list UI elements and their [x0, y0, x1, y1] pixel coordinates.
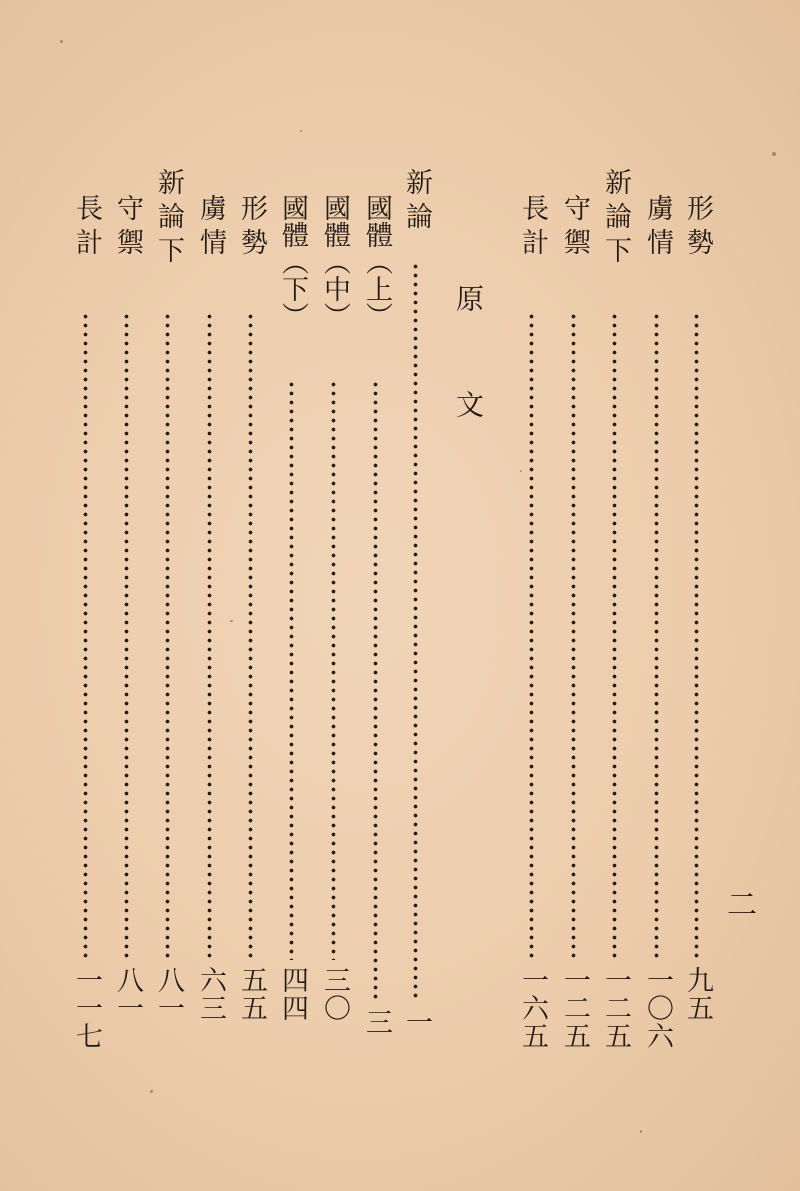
toc-entry-page: 三	[361, 1008, 392, 1036]
toc-entry-title: 長計	[517, 194, 548, 262]
toc-entry-page: 一〇六	[642, 966, 673, 1050]
toc-entry	[637, 0, 677, 1191]
toc-entry-page: 一二五	[559, 966, 590, 1050]
toc-entry	[512, 0, 552, 1191]
toc-entry	[66, 0, 106, 1191]
toc-entry-title: 形勢	[236, 194, 267, 262]
leader-dots	[529, 312, 534, 962]
toc-entry	[190, 0, 230, 1191]
toc-entry-page: 一	[401, 1008, 432, 1036]
toc-entry-page: 八一	[153, 966, 184, 1022]
leader-dots	[124, 312, 129, 962]
leader-dots	[83, 312, 88, 962]
leader-dots	[413, 262, 418, 1002]
toc-entry-page: 一二五	[600, 966, 631, 1050]
toc-entry-title: 守禦	[112, 194, 143, 262]
toc-entry-page: 一六五	[517, 966, 548, 1050]
leader-dots	[207, 312, 212, 962]
toc-entry-title: 新論下	[600, 168, 631, 270]
leader-dots	[694, 312, 699, 962]
toc-entry	[595, 0, 635, 1191]
leader-dots	[165, 312, 170, 962]
toc-entry-page: 五五	[236, 966, 267, 1022]
paper-speck	[60, 40, 63, 43]
toc-entry	[231, 0, 271, 1191]
toc-entry-page: 八一	[112, 966, 143, 1022]
toc-entry	[148, 0, 188, 1191]
toc-entry	[554, 0, 594, 1191]
toc-entry-page: 四四	[277, 966, 308, 1022]
leader-dots	[612, 312, 617, 962]
toc-entry-title: 國體（中）	[319, 194, 350, 329]
toc-entry-title: 國體（下）	[277, 194, 308, 329]
toc-entry-title: 形勢	[682, 194, 713, 262]
section-heading: 原文	[452, 284, 485, 496]
toc-entry-title: 新論下	[153, 168, 184, 270]
toc-entry-title: 虜情	[195, 194, 226, 262]
toc-entry-title: 新論	[401, 168, 432, 236]
leader-dots	[373, 380, 378, 1000]
toc-entry-page: 六三	[195, 966, 226, 1022]
toc-entry	[272, 0, 312, 1191]
paper-speck	[772, 152, 776, 156]
toc-entry-page: 九五	[682, 966, 713, 1022]
toc-entry-page: 三〇	[319, 966, 350, 1022]
toc-entry	[396, 0, 436, 1191]
leader-dots	[571, 312, 576, 962]
leader-dots	[248, 312, 253, 962]
leader-dots	[654, 312, 659, 962]
page-number: 二	[727, 888, 757, 923]
toc-entry	[107, 0, 147, 1191]
toc-entry	[314, 0, 354, 1191]
toc-entry	[677, 0, 717, 1191]
toc-entry-page: 一一七	[71, 966, 102, 1050]
toc-entry-title: 國體（上）	[361, 194, 392, 329]
toc-entry-title: 虜情	[642, 194, 673, 262]
toc-entry-title: 守禦	[559, 194, 590, 262]
toc-entry	[356, 0, 396, 1191]
toc-entry-title: 長計	[71, 194, 102, 262]
leader-dots	[331, 380, 336, 960]
leader-dots	[289, 380, 294, 960]
